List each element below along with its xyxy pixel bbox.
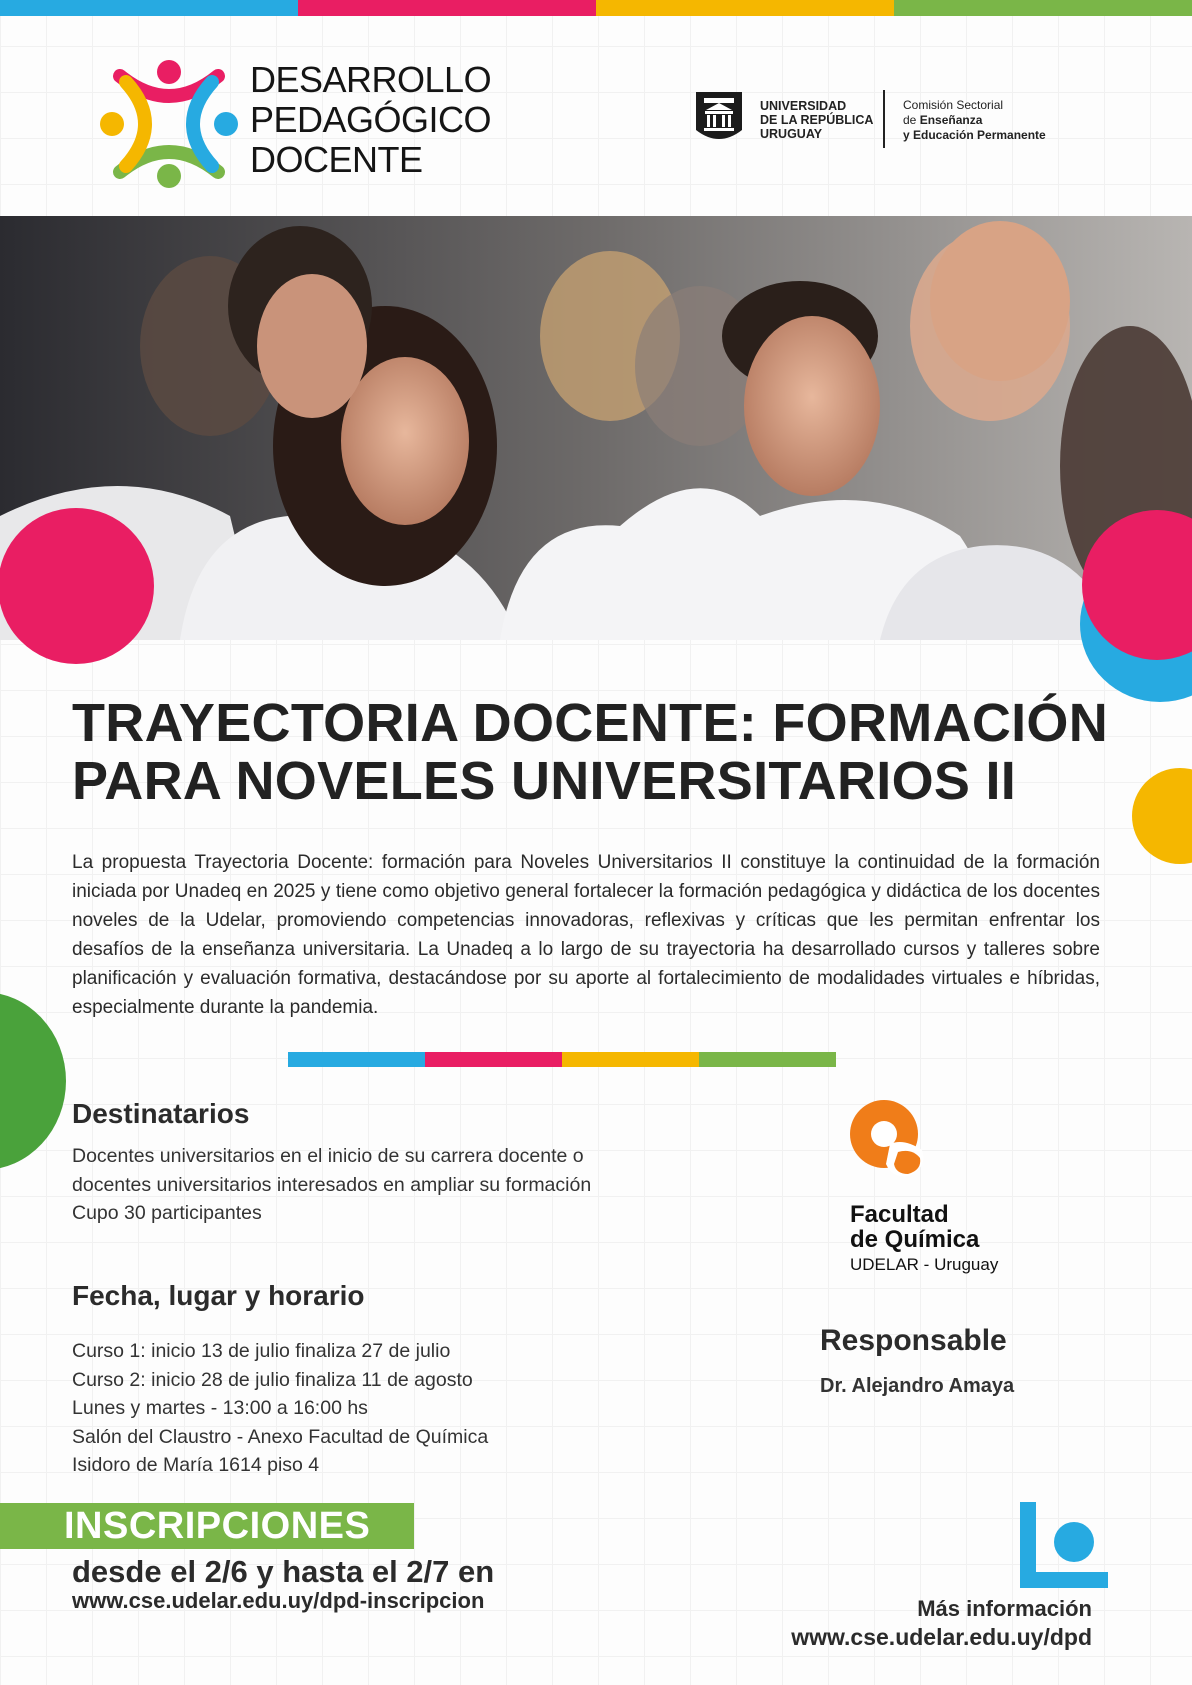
- facultad-name: [850, 1202, 979, 1252]
- destinatarios-heading: Destinatarios: [72, 1098, 250, 1129]
- facultad-subtitle: UDELAR - Uruguay: [850, 1255, 999, 1274]
- top-bar-blue: [0, 0, 298, 16]
- inscripciones-label: INSCRIPCIONES: [64, 1505, 371, 1547]
- commission-bold: y Educación Permanente: [903, 128, 1046, 142]
- divider-green: [699, 1052, 836, 1067]
- facultad-quimica-logo-icon: [846, 1098, 930, 1180]
- fecha-line: Isidoro de María 1614 piso 4: [72, 1454, 320, 1476]
- hero-photo: [0, 216, 1192, 640]
- fecha-heading: Fecha, lugar y horario: [72, 1280, 365, 1311]
- commission-bold: Enseñanza: [919, 113, 983, 127]
- header-separator: [883, 90, 885, 148]
- fecha-line: Lunes y martes - 13:00 a 16:00 hs: [72, 1397, 368, 1419]
- top-bar-magenta: [298, 0, 596, 16]
- top-bar-green: [894, 0, 1192, 16]
- university-name-line: URUGUAY: [760, 127, 823, 141]
- fecha-line: Curso 2: inicio 28 de julio finaliza 11 de agosto: [72, 1368, 473, 1391]
- decor-circle-green: [0, 992, 66, 1170]
- commission-name: [903, 98, 1046, 143]
- intro-paragraph: La propuesta Trayectoria Docente: formación para Noveles Universitarios II constituye la continuidad de la formación iniciada por Unadeq en 2025 y tiene como objetivo general fortalecer la formación pedagógica y didáctica de los docentes noveles de la Udelar, promoviendo competencias innovadoras, reflexivas y críticas que les permitan enfrentar los desafíos de la enseñanza universitaria. La Unadeq a lo largo de su trayectoria ha desarrollado cursos y talleres sobre planificación y evaluación formativa, destacándose por su aporte al fortalecimiento de modalidades virtuales e híbridas, especialmente durante la pandemia.: [72, 852, 1100, 1018]
- program-name-line: PEDAGÓGICO: [250, 99, 492, 140]
- program-name-line: DOCENTE: [250, 139, 423, 180]
- destinatarios-line: Docentes universitarios en el inicio de su carrera docente o: [72, 1145, 584, 1167]
- commission-line: [903, 128, 1046, 143]
- destinatarios-list: [72, 1142, 591, 1228]
- page-title: [72, 694, 1132, 810]
- decor-circle-magenta: [0, 508, 154, 664]
- divider-magenta: [425, 1052, 562, 1067]
- inscripciones-dates: desde el 2/6 y hasta el 2/7 en: [72, 1554, 495, 1589]
- top-color-bar: [0, 0, 1192, 16]
- cse-l-logo-icon: [1016, 1498, 1112, 1594]
- fecha-list: [72, 1337, 488, 1480]
- fecha-line: Curso 1: inicio 13 de julio finaliza 27 de julio: [72, 1340, 451, 1362]
- facultad-name-line: Facultad: [850, 1201, 949, 1228]
- top-bar-yellow: [596, 0, 894, 16]
- university-name: [760, 99, 873, 141]
- inscripciones-link[interactable]: www.cse.udelar.edu.uy/dpd-inscripcion: [72, 1588, 485, 1613]
- program-name-line: DESARROLLO: [250, 59, 492, 100]
- commission-line: [903, 113, 1046, 128]
- title-line: TRAYECTORIA DOCENTE: FORMACIÓN: [72, 693, 1109, 753]
- destinatarios-line: docentes universitarios interesados en ampliar su formación: [72, 1173, 592, 1196]
- destinatarios-line: Cupo 30 participantes: [72, 1202, 262, 1224]
- divider-yellow: [562, 1052, 699, 1067]
- program-name: [250, 60, 491, 180]
- divider-blue: [288, 1052, 425, 1067]
- fecha-line: Salón del Claustro - Anexo Facultad de Química: [72, 1425, 489, 1448]
- title-line: PARA NOVELES UNIVERSITARIOS II: [72, 751, 1017, 811]
- more-info-label: Más información: [917, 1596, 1092, 1621]
- more-info-link[interactable]: www.cse.udelar.edu.uy/dpd: [791, 1624, 1092, 1650]
- university-seal-icon: [694, 90, 744, 148]
- responsable-name: Dr. Alejandro Amaya: [820, 1375, 1015, 1397]
- responsable-heading: Responsable: [820, 1324, 1007, 1357]
- facultad-name-line: de Química: [850, 1226, 980, 1253]
- university-name-line: DE LA REPÚBLICA: [760, 113, 874, 127]
- university-name-line: UNIVERSIDAD: [760, 99, 847, 113]
- commission-prefix: de: [903, 113, 920, 127]
- commission-line: Comisión Sectorial: [903, 98, 1004, 112]
- color-divider: [288, 1052, 836, 1067]
- dpd-logo-icon: [98, 56, 240, 192]
- decor-circle-yellow: [1132, 768, 1192, 864]
